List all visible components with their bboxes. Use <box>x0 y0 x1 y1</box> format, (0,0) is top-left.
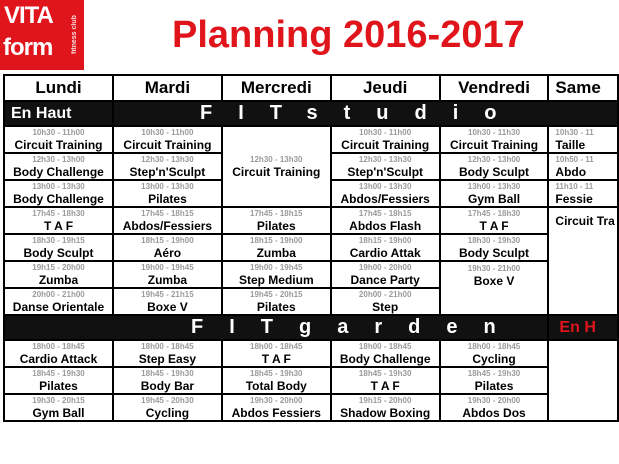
class-slot <box>113 394 222 421</box>
garden-row-2 <box>4 367 618 394</box>
class-name: Circuit Training <box>450 137 539 152</box>
class-name: Shadow Boxing <box>340 405 431 420</box>
class-slot <box>4 261 113 288</box>
class-time: 18h00 - 18h45 <box>467 341 521 351</box>
class-name: Body Challenge <box>13 164 104 179</box>
class-slot <box>113 207 222 234</box>
class-slot <box>331 153 440 180</box>
class-name: Gym Ball <box>32 405 85 420</box>
class-name: Abdo <box>555 164 587 179</box>
class-time: 19h00 - 19h45 <box>250 262 303 272</box>
day-header-row <box>4 75 618 101</box>
class-time: 19h30 - 20h15 <box>32 395 85 405</box>
class-slot <box>4 180 113 207</box>
studio-row-1 <box>4 126 618 153</box>
class-slot <box>331 234 440 261</box>
class-time: 12h30 - 13h30 <box>358 154 412 164</box>
class-name: Taille <box>555 137 586 152</box>
class-name: Total Body <box>245 378 307 393</box>
class-name: Circuit Tra <box>555 214 615 228</box>
empty-slot <box>548 340 618 421</box>
class-name: Pilates <box>474 378 514 393</box>
class-time: 12h30 - 13h00 <box>467 154 521 164</box>
class-time: 18h00 - 18h45 <box>32 341 85 351</box>
class-time: 13h00 - 13h30 <box>358 181 412 191</box>
class-slot <box>113 153 222 180</box>
day-lundi: Lundi <box>4 75 113 101</box>
class-slot <box>331 261 440 288</box>
class-time: 12h30 - 13h30 <box>250 154 303 164</box>
class-time: 19h15 - 20h00 <box>358 395 412 405</box>
class-slot <box>113 288 222 315</box>
class-time: 10h30 - 11 <box>555 127 594 137</box>
class-name: Step <box>372 299 399 314</box>
class-slot <box>440 367 549 394</box>
class-name: Zumba <box>147 272 188 287</box>
class-name: Zumba <box>256 245 296 260</box>
day-samedi: Same <box>548 75 618 101</box>
class-name: Gym Ball <box>468 191 521 206</box>
class-time: 19h30 - 20h00 <box>250 395 303 405</box>
class-time: 19h30 - 21h00 <box>467 264 521 273</box>
vitaform-logo <box>0 0 84 70</box>
class-slot <box>440 207 549 234</box>
class-name: T A F <box>370 378 400 393</box>
class-time: 13h00 - 13h30 <box>141 181 194 191</box>
class-name: Dance Party <box>350 272 420 287</box>
class-slot <box>440 261 549 315</box>
class-time: 18h45 - 19h30 <box>250 368 303 378</box>
class-slot <box>548 207 618 315</box>
class-name: Cycling <box>145 405 190 420</box>
class-name: Body Challenge <box>13 191 104 206</box>
class-time: 19h45 - 20h30 <box>141 395 194 405</box>
class-slot <box>222 234 331 261</box>
class-name: Abdos/Fessiers <box>340 191 430 206</box>
studio-row-4 <box>4 207 618 234</box>
section-band-fitstudio <box>4 101 618 126</box>
class-slot <box>331 207 440 234</box>
class-name: Circuit Training <box>232 164 321 179</box>
day-vendredi: Vendredi <box>440 75 549 101</box>
class-slot <box>440 234 549 261</box>
logo-word-vita: VITA <box>4 2 53 29</box>
class-time: 20h00 - 21h00 <box>32 289 85 299</box>
class-slot <box>331 288 440 315</box>
class-slot <box>440 340 549 367</box>
class-time: 18h15 - 19h00 <box>141 235 194 245</box>
class-slot <box>113 234 222 261</box>
logo-word-form: form <box>3 34 53 61</box>
class-name: Circuit Training <box>123 137 212 152</box>
day-mercredi: Mercredi <box>222 75 331 101</box>
class-slot <box>113 180 222 207</box>
class-time: 18h45 - 19h30 <box>141 368 194 378</box>
class-time: 18h15 - 19h00 <box>250 235 303 245</box>
class-name: Circuit Training <box>14 137 103 152</box>
class-slot <box>548 180 618 207</box>
class-name: Zumba <box>38 272 79 287</box>
class-name: Body Sculpt <box>459 164 530 179</box>
class-name: T A F <box>43 218 74 233</box>
class-slot <box>440 394 549 421</box>
class-name: Boxe V <box>147 299 188 314</box>
class-time: 18h15 - 19h00 <box>358 235 412 245</box>
class-name: Pilates <box>148 191 187 206</box>
class-time: 20h00 - 21h00 <box>358 289 412 299</box>
class-slot <box>113 340 222 367</box>
class-name: Pilates <box>256 299 296 314</box>
class-name: Aéro <box>153 245 182 260</box>
day-mardi: Mardi <box>113 75 222 101</box>
class-slot <box>113 367 222 394</box>
class-slot <box>4 207 113 234</box>
class-time: 17h45 - 18h15 <box>358 208 412 218</box>
class-name: Body Bar <box>140 378 195 393</box>
class-slot <box>222 261 331 288</box>
class-name: Boxe V <box>473 274 515 288</box>
class-slot <box>548 153 618 180</box>
garden-row-1 <box>4 340 618 367</box>
class-name: Step Easy <box>138 351 197 366</box>
class-time: 19h15 - 20h00 <box>32 262 85 272</box>
class-slot <box>331 340 440 367</box>
class-time: 12h30 - 13h00 <box>32 154 85 164</box>
class-name: Cardio Attack <box>19 351 98 366</box>
class-time: 18h00 - 18h45 <box>141 341 194 351</box>
section-location-label-right: En H <box>548 315 618 340</box>
class-time: 17h45 - 18h15 <box>250 208 303 218</box>
class-time: 19h30 - 20h00 <box>467 395 521 405</box>
class-slot <box>4 153 113 180</box>
class-name: Body Challenge <box>339 351 431 366</box>
class-name: Step Medium <box>238 272 314 287</box>
class-time: 10h30 - 11h00 <box>141 127 194 137</box>
class-slot <box>4 340 113 367</box>
class-time: 17h45 - 18h30 <box>467 208 521 218</box>
class-name: Abdos Flash <box>349 218 422 233</box>
class-name: Danse Orientale <box>12 299 105 314</box>
class-name: T A F <box>479 218 509 233</box>
section-band-fitgarden <box>4 315 618 340</box>
schedule-table <box>3 74 619 422</box>
section-title-fitgarden: FITgarden <box>4 315 548 340</box>
class-name: T A F <box>261 351 291 366</box>
section-location-label: En Haut <box>4 101 113 126</box>
class-time: 19h45 - 21h15 <box>141 289 194 299</box>
class-slot <box>4 367 113 394</box>
class-name: Body Sculpt <box>459 245 530 260</box>
class-slot <box>113 261 222 288</box>
class-slot <box>113 126 222 153</box>
logo-side-text: fitness club <box>71 15 78 55</box>
class-name: Fessie <box>555 191 593 206</box>
class-name: Abdos Fessiers <box>231 405 321 420</box>
class-name: Pilates <box>256 218 296 233</box>
class-slot <box>4 126 113 153</box>
class-name: Cardio Attak <box>349 245 421 260</box>
class-time: 18h45 - 19h30 <box>467 368 521 378</box>
class-time: 18h30 - 19h15 <box>32 235 85 245</box>
class-time: 13h00 - 13h30 <box>467 181 521 191</box>
class-time: 18h45 - 19h30 <box>32 368 85 378</box>
class-name: Pilates <box>39 378 78 393</box>
page-title: Planning 2016-2017 <box>172 14 525 56</box>
class-time: 19h00 - 20h00 <box>358 262 412 272</box>
class-slot <box>331 180 440 207</box>
class-time: 18h00 - 18h45 <box>250 341 303 351</box>
class-time: 19h00 - 19h45 <box>141 262 194 272</box>
section-title-fitstudio: FITstudio <box>113 101 618 126</box>
class-slot <box>222 288 331 315</box>
class-name: Circuit Training <box>341 137 430 152</box>
class-time: 13h00 - 13h30 <box>32 181 85 191</box>
class-slot <box>548 126 618 153</box>
class-slot <box>331 126 440 153</box>
day-jeudi: Jeudi <box>331 75 440 101</box>
class-time: 19h45 - 20h15 <box>250 289 303 299</box>
class-slot <box>222 340 331 367</box>
class-slot <box>440 180 549 207</box>
class-time: 12h30 - 13h30 <box>141 154 194 164</box>
class-name: Body Sculpt <box>23 245 94 260</box>
class-name: Step'n'Sculpt <box>129 164 206 179</box>
garden-row-3 <box>4 394 618 421</box>
class-time: 17h45 - 18h30 <box>32 208 85 218</box>
class-slot <box>440 126 549 153</box>
class-time: 17h45 - 18h15 <box>141 208 194 218</box>
class-time: 18h30 - 19h30 <box>467 235 521 245</box>
class-time: 10h30 - 11h30 <box>468 127 521 137</box>
class-time: 18h45 - 19h30 <box>358 368 412 378</box>
class-slot <box>331 394 440 421</box>
class-time: 18h00 - 18h45 <box>358 341 412 351</box>
class-slot <box>4 288 113 315</box>
class-time: 10h50 - 11 <box>555 154 594 164</box>
studio-row-5 <box>4 234 618 261</box>
class-slot <box>4 234 113 261</box>
class-time: 10h30 - 11h00 <box>32 127 85 137</box>
class-slot <box>222 367 331 394</box>
class-slot <box>4 394 113 421</box>
class-name: Abdos Dos <box>462 405 526 420</box>
class-name: Cycling <box>472 351 516 366</box>
class-slot <box>440 153 549 180</box>
class-slot <box>222 394 331 421</box>
class-time: 10h30 - 11h00 <box>359 127 412 137</box>
studio-row-6 <box>4 261 618 288</box>
class-name: Step'n'Sculpt <box>347 164 424 179</box>
class-name: Abdos/Fessiers <box>122 218 213 233</box>
class-slot <box>222 207 331 234</box>
class-slot <box>222 126 331 207</box>
class-slot <box>331 367 440 394</box>
class-time: 11h10 - 11 <box>555 181 594 191</box>
